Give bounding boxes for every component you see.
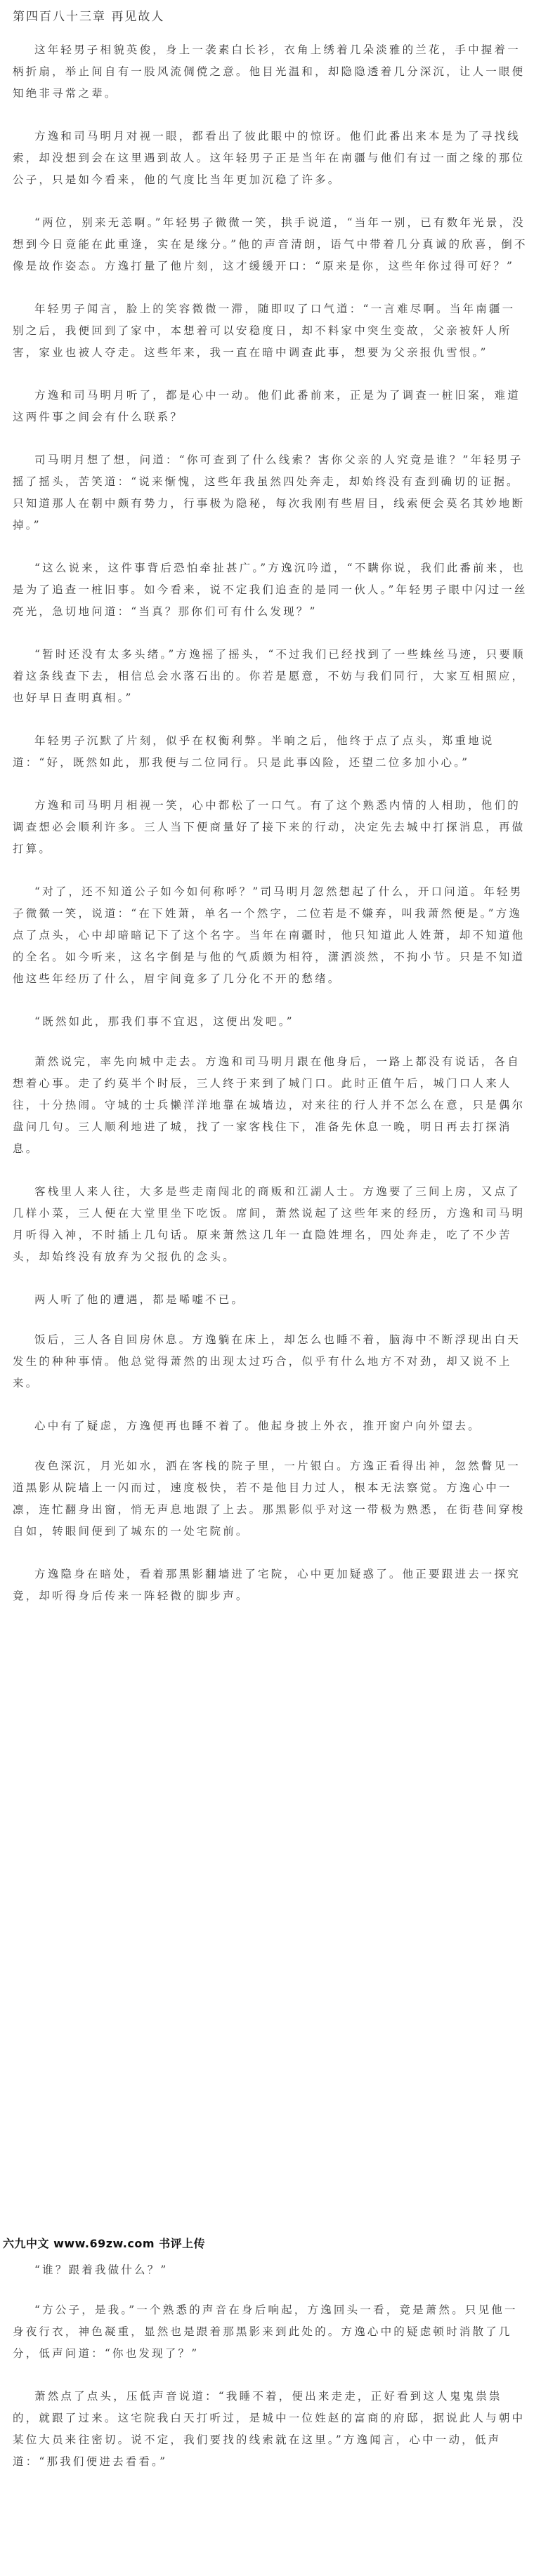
paragraph: “谁？跟着我做什么？” <box>34 2264 169 2276</box>
paragraph: 方逸和司马明月相视一笑，心中都松了一口气。有了这个熟悉内情的人相助，他们的调查想必会顺利许多。三人当下便商量好了接下来的行动，决定先去城中打探消息，再做打算。 <box>13 799 526 855</box>
paragraph: 两人听了他的遭遇，都是唏嘘不已。 <box>34 1293 245 1306</box>
paragraph: 饭后，三人各自回房休息。方逸躺在床上，却怎么也睡不着，脑海中不断浮现出白天发生的种种事情。他总觉得萧然的出现太过巧合，似乎有什么地方不对劲，却又说不上来。 <box>13 1333 521 1389</box>
paragraph: 这年轻男子相貌英俊，身上一袭素白长衫，衣角上绣着几朵淡雅的兰花，手中握着一柄折扇，举止间自有一股风流倜傥之意。他目光温和，却隐隐透着几分深沉，让人一眼便知绝非寻常之辈。 <box>13 44 526 100</box>
site-watermark: 六九中文 www.69zw.com 书评上传 <box>3 2237 206 2250</box>
paragraph: 方逸和司马明月对视一眼，都看出了彼此眼中的惊讶。他们此番出来本是为了寻找线索，却没想到会在这里遇到故人。这年轻男子正是当年在南疆与他们有过一面之缘的那位公子，只是如今看来，他的气度比当年更加沉稳了许多。 <box>13 130 526 186</box>
paragraph: “方公子，是我。”一个熟悉的声音在身后响起，方逸回头一看，竟是萧然。只见他一身夜行衣，神色凝重，显然也是跟着那黑影来到此处的。方逸心中的疑虑顿时消散了几分，低声问道：“你也发现了？” <box>13 2304 518 2360</box>
paragraph: 方逸和司马明月听了，都是心中一动。他们此番前来，正是为了调查一桩旧案，难道这两件事之间会有什么联系？ <box>13 389 521 423</box>
paragraph: “暂时还没有太多头绪。”方逸摇了摇头，“不过我们已经找到了一些蛛丝马迹，只要顺着这条线查下去，相信总会水落石出的。你若是愿意，不妨与我们同行，大家互相照应，也好早日查明真相。” <box>13 648 526 704</box>
paragraph: 年轻男子沉默了片刻，似乎在权衡利弊。半晌之后，他终于点了点头，郑重地说道：“好，既然如此，那我便与二位同行。只是此事凶险，还望二位多加小心。” <box>13 734 495 769</box>
paragraph: 客栈里人来人往，大多是些走南闯北的商贩和江湖人士。方逸要了三间上房，又点了几样小菜，三人便在大堂里坐下吃饭。席间，萧然说起了这些年来的经历，方逸和司马明月听得入神，不时插上几句话。原来萧然这几年一直隐姓埋名，四处奔走，吃了不少苦头，却始终没有放弃为父报仇的念头。 <box>13 1185 526 1263</box>
paragraph: 萧然说完，率先向城中走去。方逸和司马明月跟在他身后，一路上都没有说话，各自想着心事。走了约莫半个时辰，三人终于来到了城门口。此时正值午后，城门口人来人往，十分热闹。守城的士兵懒洋洋地靠在城墙边，对来往的行人并不怎么在意，只是偶尔盘问几句。三人顺利地进了城，找了一家客栈住下，准备先休息一晚，明日再去打探消息。 <box>13 1055 526 1155</box>
lower-text-block <box>13 2259 528 2494</box>
paragraph: “既然如此，那我们事不宜迟，这便出发吧。” <box>34 1015 294 1028</box>
paragraph: “两位，别来无恙啊。”年轻男子微微一笑，拱手说道，“当年一别，已有数年光景，没想到今日竟能在此重逢，实在是缘分。”他的声音清朗，语气中带着几分真诚的欣喜，倒不像是故作姿态。方逸打量了他片刻，这才缓缓开口：“原来是你，这些年你过得可好？” <box>13 216 528 272</box>
paragraph: 萧然点了点头，压低声音说道：“我睡不着，便出来走走，正好看到这人鬼鬼祟祟的，就跟了过来。这宅院我白天打听过，是城中一位姓赵的富商的府邸，据说此人与朝中某位大员来往密切。说不定，我们要找的线索就在这里。”方逸闻言，心中一动，低声道：“那我们便进去看看。” <box>13 2390 526 2468</box>
paragraph: 心中有了疑虑，方逸便再也睡不着了。他起身披上外衣，推开窗户向外望去。 <box>34 1420 481 1432</box>
paragraph: 司马明月想了想，问道：“你可查到了什么线索？害你父亲的人究竟是谁？”年轻男子摇了摇头，苦笑道：“说来惭愧，这些年我虽然四处奔走，却始终没有查到确切的证据。只知道那人在朝中颇有势力，行事极为隐秘，每次我刚有些眉目，线索便会莫名其妙地断掉。” <box>13 454 526 531</box>
paragraph: “这么说来，这件事背后恐怕牵扯甚广。”方逸沉吟道，“不瞒你说，我们此番前来，也是为了追查一桩旧事。如今看来，说不定我们追查的是同一伙人。”年轻男子眼中闪过一丝亮光，急切地问道：“当真？那你们可有什么发现？” <box>13 562 528 618</box>
paragraph: “对了，还不知道公子如今如何称呼？”司马明月忽然想起了什么，开口问道。年轻男子微微一笑，说道：“在下姓萧，单名一个然字，二位若是不嫌弃，叫我萧然便是。”方逸点了点头，心中却暗暗记下了这个名字。当年在南疆时，他只知道此人姓萧，却不知道他的全名。如今听来，这名字倒是与他的气质颇为相符，潇洒淡然，不拘小节。只是不知道他这些年经历了什么，眉宇间竟多了几分化不开的愁绪。 <box>13 885 526 985</box>
chapter-title: 第四百八十三章 再见故人 <box>13 10 165 24</box>
upper-text-block <box>13 7 528 1628</box>
paragraph: 夜色深沉，月光如水，洒在客栈的院子里，一片银白。方逸正看得出神，忽然瞥见一道黑影从院墙上一闪而过，速度极快，若不是他目力过人，根本无法察觉。方逸心中一凛，连忙翻身出窗，悄无声息地跟了上去。那黑影似乎对这一带极为熟悉，在街巷间穿梭自如，转眼间便到了城东的一处宅院前。 <box>13 1460 526 1538</box>
paragraph: 年轻男子闻言，脸上的笑容微微一滞，随即叹了口气道：“一言难尽啊。当年南疆一别之后，我便回到了家中，本想着可以安稳度日，却不料家中突生变故，父亲被奸人所害，家业也被人夺走。这些年来，我一直在暗中调查此事，想要为父亲报仇雪恨。” <box>13 303 516 359</box>
paragraph: 方逸隐身在暗处，看着那黑影翻墙进了宅院，心中更加疑惑了。他正要跟进去一探究竟，却听得身后传来一阵轻微的脚步声。 <box>13 1568 521 1602</box>
